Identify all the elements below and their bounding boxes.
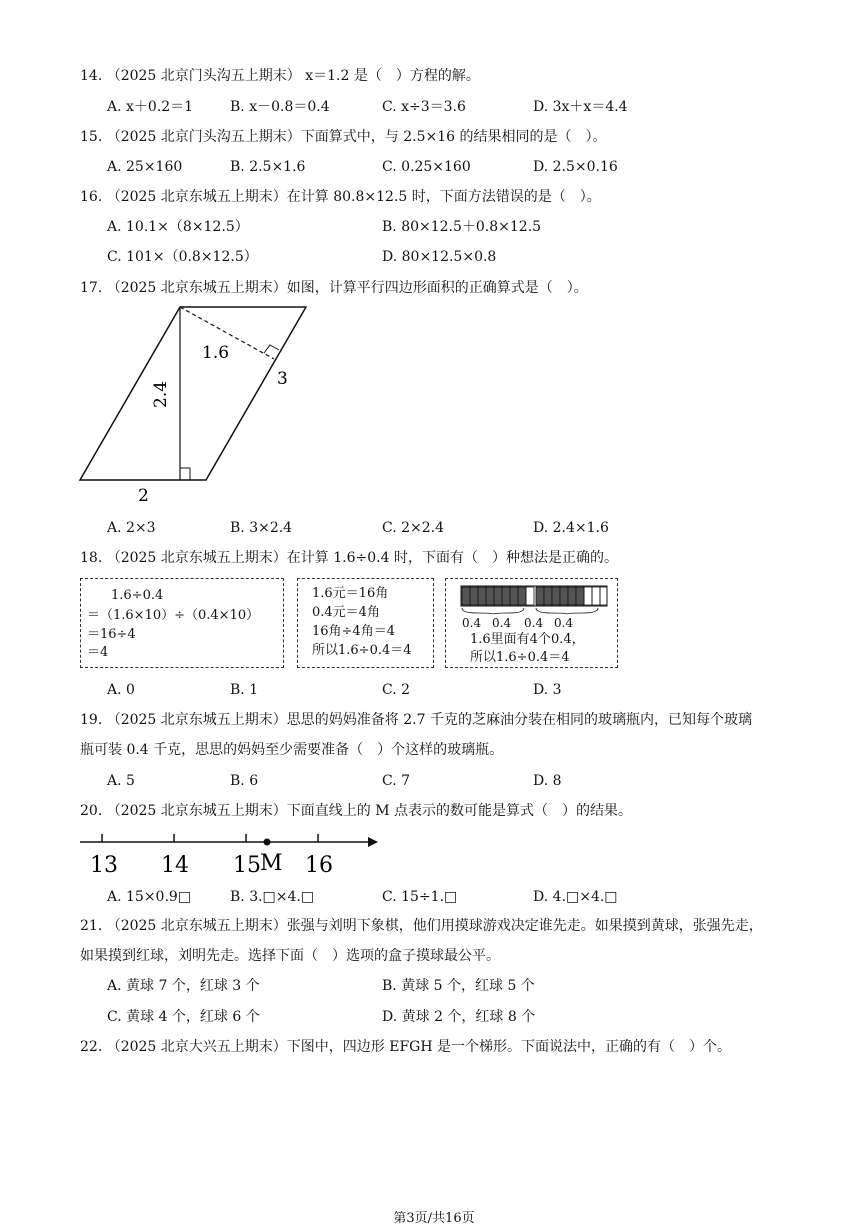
question-14-stem: 14. （2025 北京门头沟五上期末） x＝1.2 是（ ）方程的解。 [80,68,480,84]
question-19-stem-line-2: 瓶可装 0.4 千克，思思的妈妈至少需要准备（ ）个这样的玻璃瓶。 [80,742,504,758]
question-18-option-c[interactable]: C. 2 [382,682,411,698]
box1-line-3: ＝16÷4 [87,627,136,642]
parallelogram-figure [76,302,316,502]
method-box-1 [80,578,284,668]
box2-line-4: 所以1.6÷0.4＝4 [312,643,412,658]
question-19-option-d[interactable]: D. 8 [533,773,562,789]
box2-line-3: 16角÷4角＝4 [312,624,395,639]
right-angle-mark-bottom [180,468,190,480]
box3-line-1: 1.6里面有4个0.4， [470,632,585,647]
question-16-option-c[interactable]: C. 101×（0.8×12.5） [107,249,258,265]
number-line [76,828,386,878]
bar-label-1: 0.4 [462,616,482,630]
method-box-3 [445,578,618,668]
question-20-stem: 20. （2025 北京东城五上期末）下面直线上的 M 点表示的数可能是算式（ ）的结果。 [80,803,633,819]
question-14-option-a[interactable]: A. x＋0.2＝1 [107,99,194,115]
box1-line-1: 1.6÷0.4 [111,588,164,603]
number-line-arrow [368,837,378,847]
question-16-option-b[interactable]: B. 80×12.5＋0.8×12.5 [382,219,542,235]
question-20-option-b[interactable]: B. 3.□×4.□ [230,889,315,905]
question-20-option-c[interactable]: C. 15÷1.□ [382,889,458,905]
page-footer: 第3页/共16页 [393,1211,475,1226]
question-21-stem: 21. （2025 北京东城五上期末）张强与刘明下象棋，他们用摸球游戏决定谁先走。如果摸到黄球，张强先走， [80,918,763,934]
tick-label-14: 14 [161,853,189,878]
question-21-stem-line-2: 如果摸到红球，刘明先走。选择下面（ ）选项的盒子摸球最公平。 [80,948,500,964]
question-17-option-c[interactable]: C. 2×2.4 [382,520,445,536]
question-14-option-d[interactable]: D. 3x＋x＝4.4 [533,99,628,115]
question-17-option-d[interactable]: D. 2.4×1.6 [533,520,609,536]
question-19-stem: 19. （2025 北京东城五上期末）思思的妈妈准备将 2.7 千克的芝麻油分装在相同的玻璃瓶内，已知每个玻璃 [80,712,752,728]
question-15-option-d[interactable]: D. 2.5×0.16 [533,159,618,175]
label-2-4: 2.4 [151,380,171,408]
tick-label-13: 13 [90,853,118,878]
question-15-option-b[interactable]: B. 2.5×1.6 [230,159,306,175]
question-20-option-a[interactable]: A. 15×0.9□ [107,889,192,905]
question-18-stem: 18. （2025 北京东城五上期末）在计算 1.6÷0.4 时，下面有（ ）种想法是正确的。 [80,550,618,566]
question-15-option-a[interactable]: A. 25×160 [107,159,183,175]
tick-label-16: 16 [305,853,333,878]
question-17-stem: 17. （2025 北京东城五上期末）如图，计算平行四边形面积的正确算式是（ ）。 [80,280,588,296]
bar-label-2: 0.4 [492,616,512,630]
question-21-option-d[interactable]: D. 黄球 2 个，红球 8 个 [382,1009,536,1025]
label-2: 2 [138,486,149,502]
question-18-option-d[interactable]: D. 3 [533,682,562,698]
question-17-option-a[interactable]: A. 2×3 [107,520,156,536]
question-15-stem: 15. （2025 北京门头沟五上期末）下面算式中，与 2.5×16 的结果相同的是（ ）。 [80,129,607,145]
question-14-option-b[interactable]: B. x－0.8＝0.4 [230,99,330,115]
question-21-option-a[interactable]: A. 黄球 7 个，红球 3 个 [107,978,260,994]
point-m [264,839,271,846]
question-22-stem: 22. （2025 北京大兴五上期末）下图中，四边形 EFGH 是一个梯形。下面说法中，正确的有（ ）个。 [80,1039,732,1055]
question-16-option-d[interactable]: D. 80×12.5×0.8 [382,249,497,265]
parallelogram-shape [80,307,306,480]
question-16-option-a[interactable]: A. 10.1×（8×12.5） [107,219,249,235]
label-3: 3 [277,369,288,389]
label-1-6: 1.6 [202,343,230,363]
question-21-option-c[interactable]: C. 黄球 4 个，红球 6 个 [107,1009,260,1025]
bar-label-3: 0.4 [524,616,544,630]
question-19-option-a[interactable]: A. 5 [107,773,135,789]
decimal-bar-diagram [460,585,610,609]
box2-line-2: 0.4元＝4角 [312,605,380,620]
question-18-option-a[interactable]: A. 0 [107,682,135,698]
bar-label-4: 0.4 [554,616,574,630]
tick-label-15: 15 [233,853,261,878]
box1-line-2: ＝（1.6×10）÷（0.4×10） [87,608,260,623]
method-box-2 [297,578,434,668]
question-19-option-c[interactable]: C. 7 [382,773,411,789]
box1-line-4: ＝4 [87,645,109,660]
question-15-option-c[interactable]: C. 0.25×160 [382,159,471,175]
question-14-option-c[interactable]: C. x÷3＝3.6 [382,99,466,115]
question-16-stem: 16. （2025 北京东城五上期末）在计算 80.8×12.5 时，下面方法错误的是（ ）。 [80,189,601,205]
right-angle-mark-side [264,345,279,353]
question-19-option-b[interactable]: B. 6 [230,773,259,789]
point-label-m: M [260,851,283,876]
box3-line-2: 所以1.6÷0.4＝4 [470,650,570,665]
question-21-option-b[interactable]: B. 黄球 5 个，红球 5 个 [382,978,535,994]
question-20-option-d[interactable]: D. 4.□×4.□ [533,889,618,905]
box2-line-1: 1.6元＝16角 [312,586,389,601]
question-17-option-b[interactable]: B. 3×2.4 [230,520,293,536]
question-18-option-b[interactable]: B. 1 [230,682,259,698]
